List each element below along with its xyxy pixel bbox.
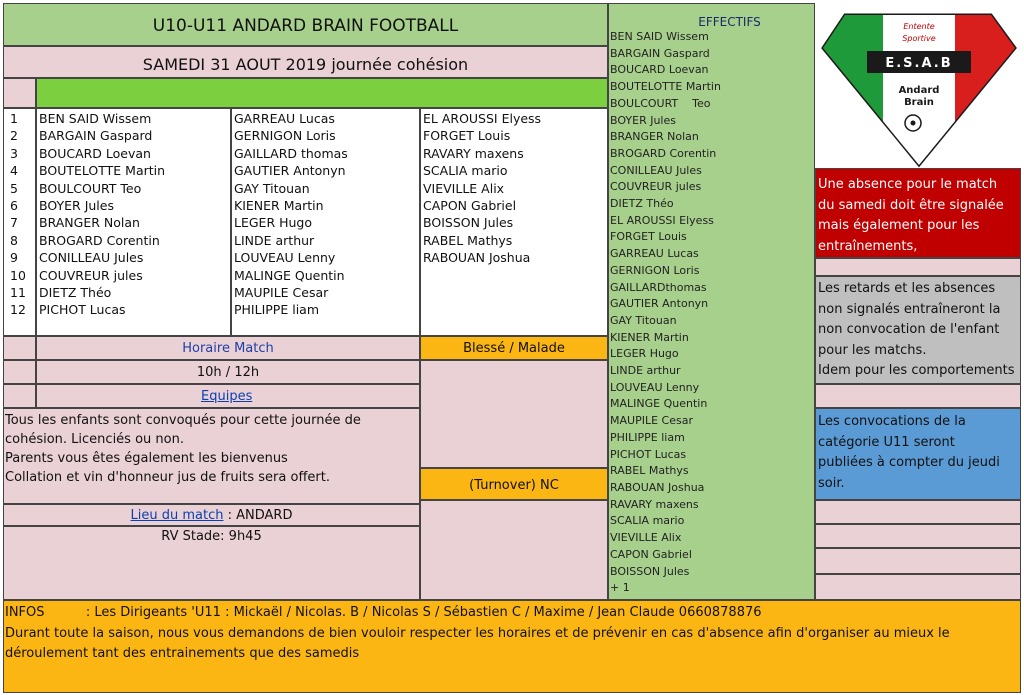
player-name: GAILLARD thomas [234, 145, 348, 161]
row-number: 12 [10, 302, 26, 318]
player-name: BOUTELOTTE Martin [39, 163, 166, 179]
note-line: Une absence pour le match [818, 177, 998, 192]
player-name: MALINGE Quentin [234, 267, 345, 283]
player-name: RABOUAN Joshua [423, 250, 531, 266]
turnover-cell [420, 468, 608, 500]
page-title: U10-U11 ANDARD BRAIN FOOTBALL [152, 16, 459, 36]
blank-cell [3, 336, 36, 360]
player-name: PICHOT Lucas [39, 302, 126, 318]
blank-cell [3, 360, 36, 384]
effectif-name: RABOUAN Joshua [610, 480, 705, 494]
infos-line: déroulement tant des entrainements que des samedis [5, 646, 360, 661]
row-number: 6 [10, 198, 18, 214]
equipes-cell [36, 384, 420, 408]
effectif-name: BOYER Jules [610, 113, 676, 127]
green-bar [36, 78, 608, 108]
effectifs-panel [608, 3, 815, 600]
convocations-note [815, 408, 1021, 500]
lieu-value: : ANDARD [223, 508, 293, 523]
effectif-name: SCALIA mario [610, 514, 685, 528]
player-name: DIETZ Théo [39, 285, 112, 301]
row-number: 10 [10, 267, 26, 283]
player-name: RAVARY maxens [423, 145, 524, 161]
note-line: du samedi doit être signalée [818, 197, 1004, 213]
player-name: BOUCARD Loevan [39, 145, 151, 161]
horaire-value: 10h / 12h [196, 365, 260, 380]
player-name: COUVREUR jules [39, 267, 143, 283]
effectif-name: BOUTELOTTE Martin [610, 80, 721, 94]
effectif-name: CONILLEAU Jules [610, 163, 702, 177]
group-3 [420, 108, 608, 336]
player-name: GERNIGON Loris [234, 128, 336, 144]
svg-text:Entente: Entente [903, 22, 935, 31]
player-name: LEGER Hugo [234, 215, 313, 231]
horaire-label-cell [36, 336, 420, 360]
effectif-name: GARREAU Lucas [610, 247, 699, 261]
infos-footer [3, 600, 1021, 693]
note-line: entraînements, [818, 238, 918, 254]
row-number: 9 [10, 250, 18, 266]
player-name: BROGARD Corentin [39, 232, 160, 248]
blank-cell [815, 500, 1021, 524]
row-number: 5 [10, 180, 18, 196]
player-name: BARGAIN Gaspard [39, 128, 153, 144]
row-number: 2 [10, 128, 18, 144]
effectif-name: RAVARY maxens [610, 497, 699, 511]
note-line: Parents vous êtes également les bienvenus [5, 451, 288, 466]
date-title: SAMEDI 31 AOUT 2019 journée cohésion [142, 55, 469, 74]
blank-cell [815, 574, 1021, 600]
player-name: CAPON Gabriel [423, 198, 517, 214]
effectif-name: BRANGER Nolan [610, 130, 699, 144]
effectif-name: GAY Titouan [610, 313, 677, 327]
player-name: GARREAU Lucas [234, 111, 335, 126]
svg-text:Andard: Andard [898, 85, 940, 96]
effectif-name: MALINGE Quentin [610, 397, 708, 411]
retards-note [815, 276, 1021, 384]
row-number: 4 [10, 163, 18, 179]
effectif-name: LINDE arthur [610, 364, 681, 378]
note-line: pour les matchs. [818, 342, 927, 358]
effectifs-title: EFFECTIFS [698, 15, 761, 29]
effectif-name: EL AROUSSI Elyess [610, 213, 714, 227]
player-name: BOYER Jules [39, 198, 114, 214]
infos-line: INFOS : Les Dirigeants 'U11 : Mickaël / Nicolas. B / Nicolas S / Sébastien C / Maxime / Jean Claude 0660878876 [5, 605, 762, 620]
infos-line: Durant toute la saison, nous vous demandons de bien vouloir respecter les horaires et de prévenir en cas d'absence afin d'organiser au mieux le [5, 625, 950, 641]
effectif-name: CAPON Gabriel [610, 547, 692, 561]
player-name: SCALIA mario [423, 163, 508, 179]
rv-value: RV Stade: 9h45 [161, 529, 262, 544]
effectif-name: GAUTIER Antonyn [610, 297, 709, 311]
player-name: BOISSON Jules [423, 215, 514, 231]
row-number: 8 [10, 232, 18, 248]
player-name: VIEVILLE Alix [423, 180, 505, 196]
title-band [3, 3, 608, 46]
blank-cell [3, 78, 36, 108]
blesse-list [420, 360, 608, 468]
blank-cell [815, 548, 1021, 574]
group-1 [36, 108, 231, 336]
effectif-name: VIEVILLE Alix [610, 531, 682, 545]
note-line: catégorie U11 seront [818, 434, 955, 450]
note-line: Tous les enfants sont convoqués pour cette journée de [5, 413, 361, 428]
effectif-name: BARGAIN Gaspard [610, 46, 710, 60]
svg-text:E.S.A.B: E.S.A.B [885, 56, 953, 71]
blank-cell [815, 258, 1021, 276]
absence-note [815, 168, 1021, 258]
effectif-name: MAUPILE Cesar [610, 414, 693, 428]
effectifs-list [609, 29, 814, 597]
player-name: BRANGER Nolan [39, 215, 140, 231]
equipes-link[interactable]: Equipes [201, 389, 253, 404]
effectif-name: BOULCOURT Teo [610, 96, 711, 110]
effectif-name: PHILIPPE liam [610, 430, 685, 444]
club-logo [815, 3, 1021, 168]
effectif-name: PICHOT Lucas [610, 447, 687, 461]
blesse-cell [420, 336, 608, 360]
player-name: CONILLEAU Jules [39, 250, 144, 266]
effectif-name: DIETZ Théo [610, 197, 674, 211]
effectif-name: BROGARD Corentin [610, 146, 717, 160]
row-number: 7 [10, 215, 18, 231]
player-name: LINDE arthur [234, 232, 315, 248]
row-number: 3 [10, 145, 18, 161]
player-name: RABEL Mathys [423, 232, 513, 248]
numbers-column [3, 108, 36, 336]
player-name: GAY Titouan [234, 180, 310, 196]
blesse-label: Blessé / Malade [463, 341, 565, 356]
player-name: GAUTIER Antonyn [234, 163, 346, 179]
effectif-name: GAILLARDthomas [610, 280, 707, 294]
note-line: non convocation de l'enfant [818, 322, 1000, 337]
blank-cell [3, 384, 36, 408]
effectif-name: GERNIGON Loris [610, 263, 700, 277]
blank-cell [815, 524, 1021, 548]
player-name: PHILIPPE liam [234, 302, 320, 318]
effectif-name: LEGER Hugo [610, 347, 679, 361]
note-line: soir. [818, 475, 845, 491]
note-line: mais également pour les [818, 218, 980, 233]
player-name: BEN SAID Wissem [39, 111, 152, 126]
effectif-name: LOUVEAU Lenny [610, 380, 700, 394]
svg-text:Brain: Brain [904, 97, 934, 108]
group-2 [231, 108, 420, 336]
player-name: MAUPILE Cesar [234, 285, 329, 301]
player-name: BOULCOURT Teo [39, 180, 142, 196]
effectif-name: FORGET Louis [610, 230, 687, 244]
note-line: non signalés entraîneront la [818, 301, 1001, 317]
note-line: publiées à compter du jeudi [818, 455, 1000, 470]
esab-crest-icon [815, 3, 1021, 168]
horaire-label: Horaire Match [182, 341, 274, 356]
lieu-cell [3, 504, 420, 526]
effectif-name: KIENER Martin [610, 330, 689, 344]
note-line: Collation et vin d'honneur jus de fruits sera offert. [5, 470, 330, 485]
blank-cell [815, 384, 1021, 408]
effectif-name: BOISSON Jules [610, 564, 690, 578]
effectif-name: + 1 [610, 581, 630, 595]
notes-cell [3, 408, 420, 504]
effectif-name: BEN SAID Wissem [610, 30, 709, 43]
effectif-name: RABEL Mathys [610, 464, 689, 478]
date-band [3, 46, 608, 78]
row-number: 1 [10, 111, 18, 126]
lieu-link[interactable]: Lieu du match [130, 508, 224, 523]
note-line: Les convocations de la [818, 414, 966, 429]
player-name: EL AROUSSI Elyess [423, 111, 542, 126]
effectif-name: COUVREUR jules [610, 180, 702, 194]
player-name: LOUVEAU Lenny [234, 250, 336, 266]
player-name: KIENER Martin [234, 198, 324, 214]
effectif-name: BOUCARD Loevan [610, 63, 709, 77]
row-number: 11 [10, 285, 26, 301]
turnover-label: (Turnover) NC [469, 478, 559, 493]
player-name: FORGET Louis [423, 128, 511, 144]
note-line: cohésion. Licenciés ou non. [5, 432, 184, 447]
note-line: Les retards et les absences [818, 281, 996, 296]
rv-cell [3, 526, 420, 600]
note-line: Idem pour les comportements [818, 363, 1015, 378]
turnover-list [420, 500, 608, 600]
svg-text:Sportive: Sportive [902, 34, 936, 43]
horaire-value-cell [36, 360, 420, 384]
